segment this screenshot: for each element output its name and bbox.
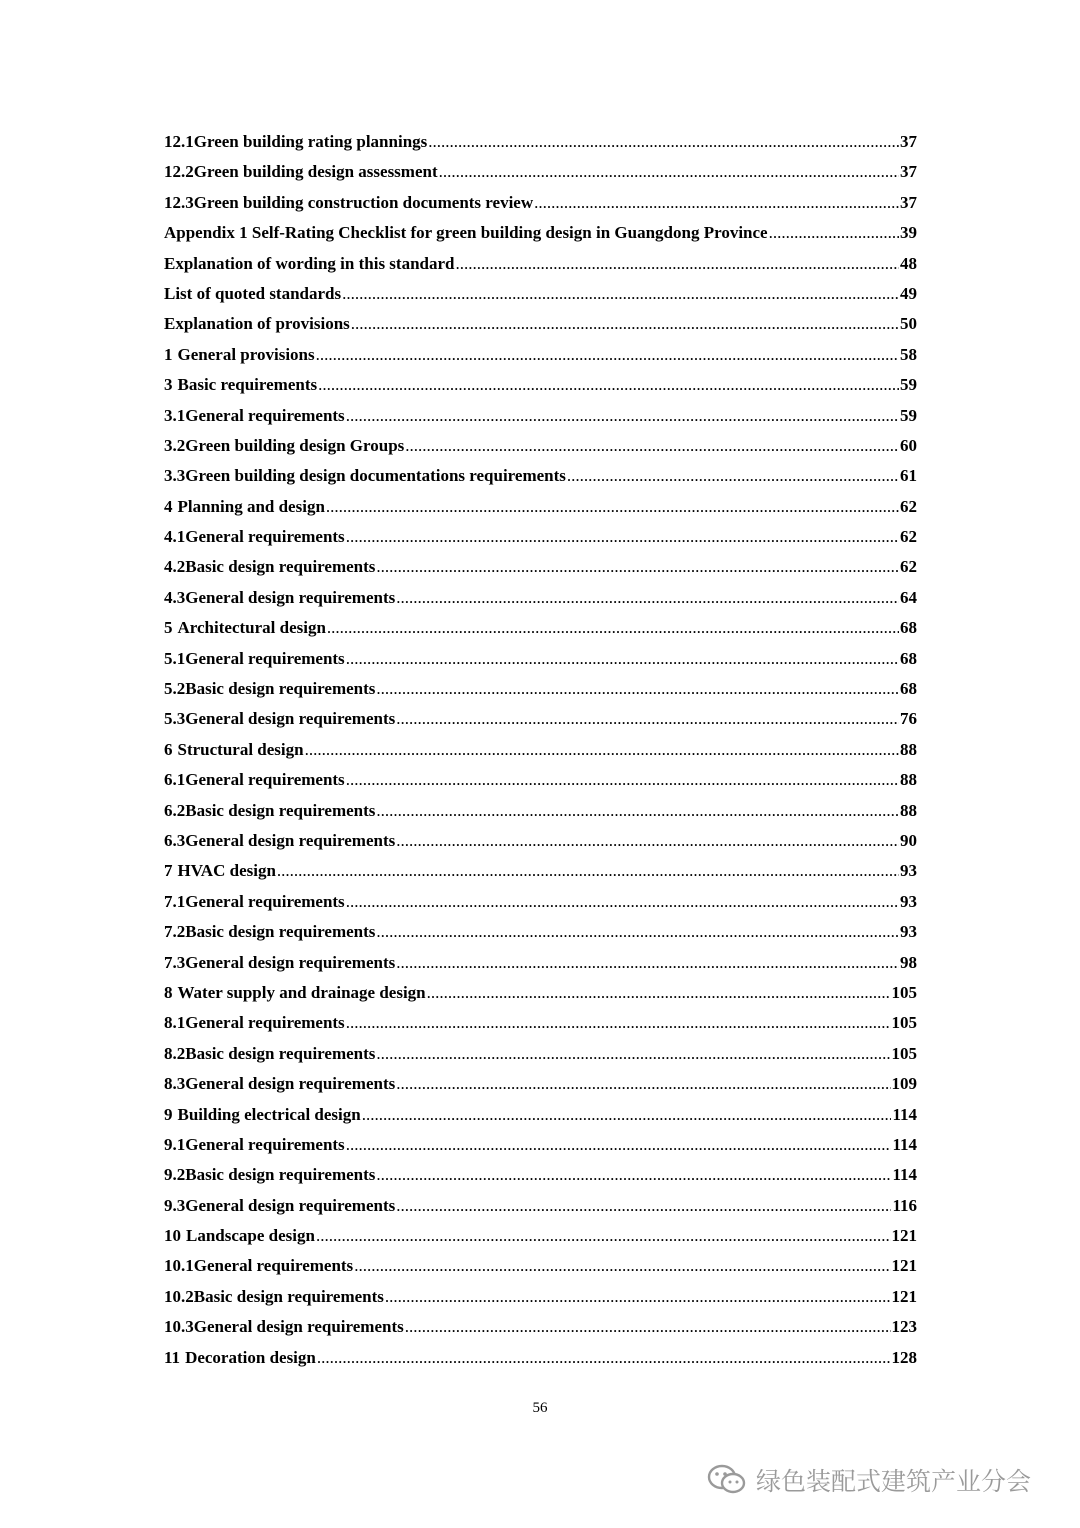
toc-entry-number: 10 bbox=[164, 1226, 181, 1246]
toc-entry[interactable] bbox=[164, 1251, 917, 1281]
toc-leader-dots bbox=[342, 279, 899, 309]
toc-entry-number: 4 bbox=[164, 496, 173, 516]
toc-entry-page: 128 bbox=[891, 1347, 917, 1367]
toc-leader-dots bbox=[396, 948, 899, 978]
toc-entry-page: 39 bbox=[900, 223, 917, 243]
toc-entry[interactable] bbox=[164, 1069, 917, 1099]
toc-entry[interactable] bbox=[164, 583, 917, 613]
toc-entry-page: 114 bbox=[892, 1134, 917, 1154]
toc-entry-number: 3 bbox=[164, 375, 173, 395]
toc-leader-dots bbox=[405, 1312, 891, 1342]
toc-leader-dots bbox=[318, 370, 899, 400]
toc-entry[interactable] bbox=[164, 552, 917, 582]
toc-entry-page: 68 bbox=[900, 679, 917, 699]
toc-leader-dots bbox=[346, 1008, 891, 1038]
toc-entry-title: Planning and design bbox=[177, 496, 325, 516]
toc-entry-page: 98 bbox=[900, 952, 917, 972]
toc-leader-dots bbox=[346, 401, 899, 431]
toc-entry[interactable] bbox=[164, 157, 917, 187]
toc-leader-dots bbox=[427, 978, 891, 1008]
toc-leader-dots bbox=[396, 704, 899, 734]
toc-leader-dots bbox=[439, 157, 899, 187]
toc-entry-title: List of quoted standards bbox=[164, 283, 342, 303]
toc-entry-title: Building electrical design bbox=[177, 1104, 361, 1124]
toc-entry-page: 105 bbox=[891, 1043, 917, 1063]
toc-entry-page: 68 bbox=[900, 648, 917, 668]
toc-leader-dots bbox=[346, 644, 899, 674]
toc-entry-number: 5.2 bbox=[164, 679, 186, 699]
toc-entry[interactable] bbox=[164, 370, 917, 400]
toc-entry-title: Landscape design bbox=[186, 1226, 315, 1246]
toc-leader-dots bbox=[376, 796, 899, 826]
toc-entry-title: Green building design Groups bbox=[185, 435, 405, 455]
toc-entry-number: 5.3 bbox=[164, 709, 186, 729]
toc-entry[interactable] bbox=[164, 735, 917, 765]
watermark-text: 绿色装配式建筑产业分会 bbox=[756, 1467, 1032, 1496]
toc-entry-page: 49 bbox=[900, 283, 917, 303]
toc-entry-number: 5 bbox=[164, 618, 173, 638]
toc-entry-page: 90 bbox=[900, 830, 917, 850]
toc-leader-dots bbox=[769, 218, 899, 248]
toc-entry-page: 50 bbox=[900, 314, 917, 334]
toc-entry-page: 105 bbox=[891, 982, 917, 1002]
toc-entry-title: General requirements bbox=[185, 527, 345, 547]
toc-leader-dots bbox=[316, 1221, 891, 1251]
toc-entry-title: General requirements bbox=[185, 648, 345, 668]
toc-entry[interactable] bbox=[164, 218, 917, 248]
toc-entry-number: 4.1 bbox=[164, 527, 186, 547]
toc-entry-page: 114 bbox=[892, 1104, 917, 1124]
toc-entry-number: 9.2 bbox=[164, 1165, 186, 1185]
toc-entry-title: Basic requirements bbox=[177, 375, 318, 395]
toc-entry-title: General design requirements bbox=[185, 952, 396, 972]
toc-entry-page: 60 bbox=[900, 435, 917, 455]
toc-entry-title: Green building design assessment bbox=[193, 162, 438, 182]
toc-entry-page: 88 bbox=[900, 800, 917, 820]
toc-entry-page: 37 bbox=[900, 132, 917, 151]
toc-entry-title: General requirements bbox=[185, 1013, 345, 1033]
toc-entry-number: 7.3 bbox=[164, 952, 186, 972]
toc-leader-dots bbox=[396, 583, 899, 613]
toc-entry-title: General design requirements bbox=[185, 587, 396, 607]
toc-entry[interactable] bbox=[164, 522, 917, 552]
toc-entry[interactable] bbox=[164, 461, 917, 491]
toc-entry[interactable] bbox=[164, 1008, 917, 1038]
toc-leader-dots bbox=[396, 826, 899, 856]
toc-entry[interactable] bbox=[164, 309, 917, 339]
toc-entry-page: 37 bbox=[900, 162, 917, 182]
toc-entry-number: 6.1 bbox=[164, 770, 186, 790]
toc-leader-dots bbox=[317, 1343, 891, 1373]
toc-leader-dots bbox=[376, 1160, 891, 1190]
toc-entry-title: Appendix 1 Self-Rating Checklist for green building design in Guangdong Province bbox=[164, 223, 768, 243]
toc-entry-number: 3.1 bbox=[164, 405, 186, 425]
toc-entry-page: 121 bbox=[891, 1286, 917, 1306]
toc-entry-number: 9.3 bbox=[164, 1195, 186, 1215]
page-number: 56 bbox=[532, 1400, 548, 1416]
toc-entry-number: 8 bbox=[164, 982, 173, 1002]
toc-leader-dots bbox=[376, 552, 899, 582]
toc-leader-dots bbox=[405, 431, 899, 461]
toc-leader-dots bbox=[385, 1282, 891, 1312]
toc-entry-title: General design requirements bbox=[185, 1074, 396, 1094]
toc-entry-number: 3.3 bbox=[164, 466, 186, 486]
toc-entry-title: Green building rating plannings bbox=[193, 132, 428, 151]
toc-entry-page: 61 bbox=[900, 466, 917, 486]
toc-entry-title: Green building design documentations requirements bbox=[185, 466, 566, 486]
toc-entry-title: General requirements bbox=[185, 405, 345, 425]
toc-leader-dots bbox=[362, 1100, 892, 1130]
toc-entry-page: 121 bbox=[891, 1256, 917, 1276]
toc-leader-dots bbox=[396, 1069, 890, 1099]
toc-entry-number: 6 bbox=[164, 739, 173, 759]
toc-entry[interactable] bbox=[164, 978, 917, 1008]
toc-entry-number: 3.2 bbox=[164, 435, 186, 455]
toc-leader-dots bbox=[346, 522, 899, 552]
table-of-contents bbox=[164, 127, 917, 1373]
toc-entry[interactable] bbox=[164, 492, 917, 522]
toc-leader-dots bbox=[346, 765, 899, 795]
toc-entry-number: 12.1 bbox=[164, 132, 194, 151]
toc-entry-page: 88 bbox=[900, 739, 917, 759]
toc-entry[interactable] bbox=[164, 340, 917, 370]
toc-entry[interactable] bbox=[164, 826, 917, 856]
toc-entry-title: General design requirements bbox=[185, 830, 396, 850]
toc-entry-page: 37 bbox=[900, 192, 917, 212]
toc-leader-dots bbox=[376, 1039, 890, 1069]
toc-entry-page: 123 bbox=[891, 1317, 917, 1337]
toc-entry-number: 8.2 bbox=[164, 1043, 186, 1063]
toc-entry[interactable] bbox=[164, 279, 917, 309]
toc-entry-number: 10.3 bbox=[164, 1317, 194, 1337]
toc-entry-number: 7.2 bbox=[164, 922, 186, 942]
toc-entry[interactable] bbox=[164, 613, 917, 643]
toc-entry[interactable] bbox=[164, 887, 917, 917]
toc-entry[interactable] bbox=[164, 917, 917, 947]
toc-entry-title: Decoration design bbox=[185, 1347, 316, 1367]
toc-entry-number: 10.2 bbox=[164, 1286, 194, 1306]
toc-leader-dots bbox=[346, 887, 899, 917]
toc-entry[interactable] bbox=[164, 1160, 917, 1190]
toc-entry[interactable] bbox=[164, 401, 917, 431]
toc-entry[interactable] bbox=[164, 1039, 917, 1069]
toc-entry-page: 68 bbox=[900, 618, 917, 638]
toc-entry-title: General requirements bbox=[185, 1134, 345, 1154]
toc-entry-page: 88 bbox=[900, 770, 917, 790]
toc-entry[interactable] bbox=[164, 644, 917, 674]
toc-leader-dots bbox=[567, 461, 899, 491]
toc-leader-dots bbox=[316, 340, 899, 370]
toc-entry-title: General design requirements bbox=[185, 709, 396, 729]
toc-entry-page: 93 bbox=[900, 922, 917, 942]
toc-leader-dots bbox=[456, 249, 900, 279]
toc-entry-number: 6.2 bbox=[164, 800, 186, 820]
toc-entry-number: 9 bbox=[164, 1104, 173, 1124]
toc-entry-page: 76 bbox=[900, 709, 917, 729]
toc-entry-title: Basic design requirements bbox=[185, 922, 376, 942]
toc-entry[interactable] bbox=[164, 127, 917, 157]
toc-entry-title: Basic design requirements bbox=[185, 1165, 376, 1185]
toc-entry-page: 93 bbox=[900, 891, 917, 911]
toc-entry-page: 62 bbox=[900, 527, 917, 547]
toc-entry-number: 11 bbox=[164, 1347, 181, 1367]
toc-entry-title: Basic design requirements bbox=[185, 800, 376, 820]
toc-entry-number: 9.1 bbox=[164, 1134, 186, 1154]
toc-entry-title: Basic design requirements bbox=[185, 1043, 376, 1063]
wechat-icon bbox=[706, 1462, 748, 1498]
toc-entry[interactable] bbox=[164, 856, 917, 886]
toc-entry-number: 12.2 bbox=[164, 162, 194, 182]
toc-entry-number: 8.3 bbox=[164, 1074, 186, 1094]
toc-leader-dots bbox=[346, 1130, 892, 1160]
toc-entry-title: Explanation of provisions bbox=[164, 314, 350, 334]
toc-leader-dots bbox=[376, 917, 899, 947]
toc-entry-page: 105 bbox=[891, 1013, 917, 1033]
toc-entry[interactable] bbox=[164, 1191, 917, 1221]
toc-entry-title: Basic design requirements bbox=[185, 679, 376, 699]
toc-entry-number: 7.1 bbox=[164, 891, 186, 911]
toc-entry[interactable] bbox=[164, 765, 917, 795]
toc-entry-title: Explanation of wording in this standard bbox=[164, 253, 455, 273]
toc-entry[interactable] bbox=[164, 1312, 917, 1342]
toc-leader-dots bbox=[376, 674, 899, 704]
toc-entry-title: General requirements bbox=[185, 770, 345, 790]
toc-leader-dots bbox=[277, 856, 899, 886]
toc-entry[interactable] bbox=[164, 249, 917, 279]
toc-entry[interactable] bbox=[164, 1282, 917, 1312]
toc-entry-number: 4.2 bbox=[164, 557, 186, 577]
toc-entry-title: Basic design requirements bbox=[185, 557, 376, 577]
toc-entry-number: 4.3 bbox=[164, 587, 186, 607]
toc-entry[interactable] bbox=[164, 188, 917, 218]
toc-leader-dots bbox=[354, 1251, 890, 1281]
toc-entry-title: General design requirements bbox=[185, 1195, 396, 1215]
toc-entry-number: 10.1 bbox=[164, 1256, 194, 1276]
toc-entry-title: General requirements bbox=[193, 1256, 354, 1276]
toc-leader-dots bbox=[305, 735, 899, 765]
toc-entry-number: 8.1 bbox=[164, 1013, 186, 1033]
toc-entry-page: 114 bbox=[892, 1165, 917, 1185]
toc-entry-page: 116 bbox=[892, 1195, 917, 1215]
toc-entry[interactable] bbox=[164, 431, 917, 461]
toc-entry-title: HVAC design bbox=[177, 861, 276, 881]
toc-entry[interactable] bbox=[164, 1221, 917, 1251]
toc-leader-dots bbox=[327, 613, 899, 643]
toc-entry-number: 6.3 bbox=[164, 830, 186, 850]
toc-entry-number: 5.1 bbox=[164, 648, 186, 668]
watermark bbox=[706, 1460, 1031, 1500]
toc-entry[interactable] bbox=[164, 674, 917, 704]
toc-entry-title: Water supply and drainage design bbox=[177, 982, 426, 1002]
toc-entry-page: 64 bbox=[900, 587, 917, 607]
toc-entry-page: 109 bbox=[891, 1074, 917, 1094]
toc-entry-title: Basic design requirements bbox=[193, 1286, 384, 1306]
toc-entry-title: Structural design bbox=[177, 739, 304, 759]
toc-leader-dots bbox=[326, 492, 899, 522]
toc-entry-page: 58 bbox=[900, 344, 917, 364]
toc-entry-number: 12.3 bbox=[164, 192, 194, 212]
toc-entry[interactable] bbox=[164, 796, 917, 826]
toc-leader-dots bbox=[534, 188, 899, 218]
toc-entry[interactable] bbox=[164, 1343, 917, 1373]
toc-entry-page: 59 bbox=[900, 375, 917, 395]
toc-entry[interactable] bbox=[164, 704, 917, 734]
toc-leader-dots bbox=[396, 1191, 891, 1221]
toc-entry[interactable] bbox=[164, 1100, 917, 1130]
toc-entry[interactable] bbox=[164, 948, 917, 978]
toc-entry-title: Green building construction documents review bbox=[193, 192, 534, 212]
toc-entry-page: 62 bbox=[900, 557, 917, 577]
toc-entry-page: 48 bbox=[900, 253, 917, 273]
toc-leader-dots bbox=[428, 127, 899, 157]
toc-entry-number: 7 bbox=[164, 861, 173, 881]
toc-entry[interactable] bbox=[164, 1130, 917, 1160]
toc-entry-title: General design requirements bbox=[193, 1317, 404, 1337]
toc-entry-page: 93 bbox=[900, 861, 917, 881]
toc-entry-page: 121 bbox=[891, 1226, 917, 1246]
toc-entry-title: Architectural design bbox=[177, 618, 326, 638]
toc-entry-page: 59 bbox=[900, 405, 917, 425]
toc-entry-page: 62 bbox=[900, 496, 917, 516]
toc-entry-title: General provisions bbox=[177, 344, 315, 364]
toc-leader-dots bbox=[351, 309, 899, 339]
toc-entry-number: 1 bbox=[164, 344, 173, 364]
toc-entry-title: General requirements bbox=[185, 891, 345, 911]
